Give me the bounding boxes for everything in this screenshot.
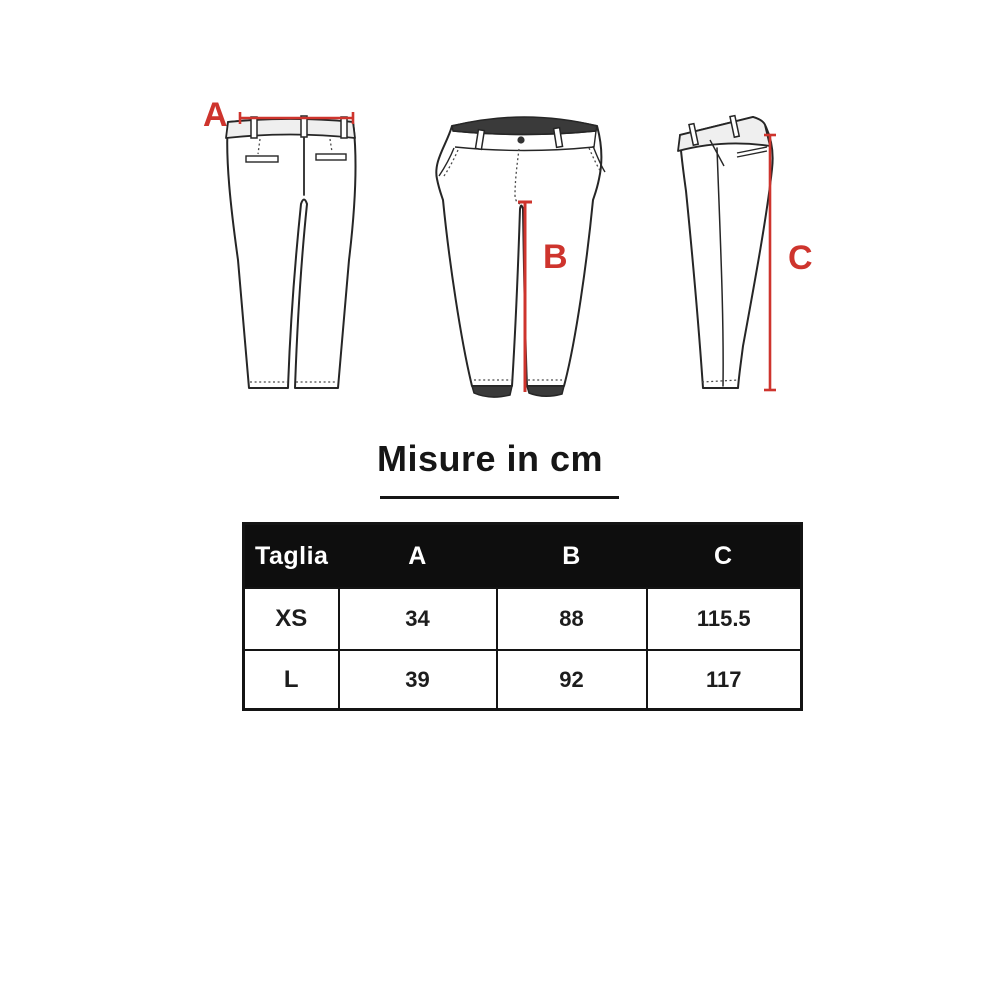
cell-value-c: 117 (647, 650, 802, 710)
title-underline (380, 496, 619, 499)
header-cell-taglia: Taglia (244, 524, 339, 589)
cell-value-a: 39 (339, 650, 497, 710)
cell-value-b: 92 (497, 650, 647, 710)
header-cell-c: C (647, 524, 802, 589)
inner-waistband-dark (452, 117, 597, 135)
cell-value-c: 115.5 (647, 588, 802, 650)
back-waistband (226, 119, 355, 138)
page-title: Misure in cm (376, 438, 604, 479)
pants-back-view-illustration (198, 98, 368, 408)
belt-loop (251, 117, 257, 138)
cell-size: XS (244, 588, 339, 650)
pants-front-view-illustration (433, 103, 611, 403)
cell-size: L (244, 650, 339, 710)
size-table (242, 522, 803, 711)
measure-label-a: A (203, 96, 229, 134)
header-cell-a: A (339, 524, 497, 589)
size-table-header-row (244, 524, 802, 589)
cell-value-a: 34 (339, 588, 497, 650)
front-view-outline (436, 118, 601, 386)
waist-button (517, 136, 524, 143)
hem-dark (527, 386, 564, 396)
cell-value-b: 88 (497, 588, 647, 650)
side-view-outline (680, 117, 773, 388)
size-table-row-l (244, 650, 802, 710)
header-cell-b: B (497, 524, 647, 589)
size-table-row-xs (244, 588, 802, 650)
measure-label-b: B (543, 238, 569, 276)
belt-loop (341, 117, 347, 138)
measure-label-c: C (788, 239, 814, 277)
hem-dark (472, 386, 512, 397)
